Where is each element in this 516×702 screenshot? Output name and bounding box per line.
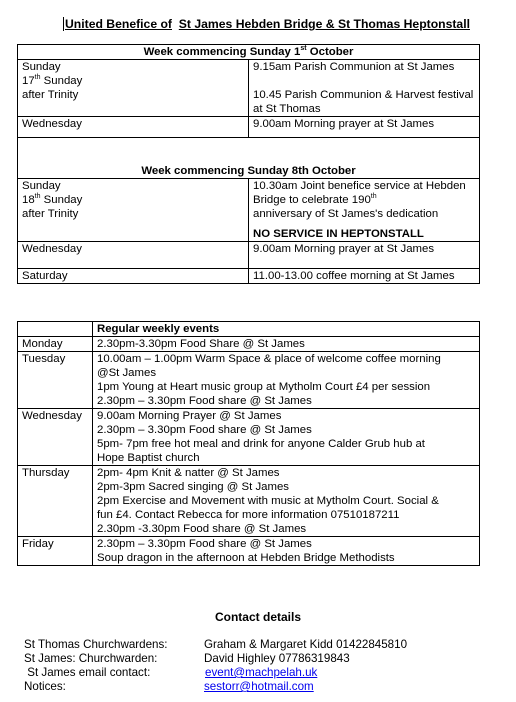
day-cell: Friday: [18, 537, 93, 566]
day-cell: Thursday: [18, 466, 93, 537]
contact-label: St James: Churchwarden:: [24, 652, 158, 665]
page-title: [63, 16, 483, 32]
contact-label: St James email contact:: [24, 666, 151, 679]
table-row: [18, 179, 480, 242]
week1-heading-row: [18, 45, 480, 60]
table-row: [18, 537, 480, 566]
contact-heading: Contact details: [214, 610, 301, 624]
day-cell: Sunday 18th Sunday after Trinity: [18, 179, 249, 242]
table-row: [18, 242, 480, 269]
day-cell: Tuesday: [18, 352, 93, 409]
title-part1: United Benefice of: [65, 17, 172, 31]
event-cell: 10.30am Joint benefice service at Hebden Bridge to celebrate 190th anniversary of St James's dedication NO SERVICE IN HEPTONSTALL: [249, 179, 480, 242]
contact-row: [24, 637, 494, 652]
table-row: [18, 60, 480, 117]
contact-value: David Highley 07786319843: [204, 652, 350, 665]
email-link[interactable]: event@machpelah.uk: [205, 666, 318, 679]
day-cell: Wednesday: [18, 409, 93, 466]
no-service-notice: NO SERVICE IN HEPTONSTALL: [253, 228, 424, 240]
event-cell: 9.00am Morning prayer at St James: [249, 117, 480, 138]
table-row: [18, 117, 480, 138]
day-cell: Monday: [18, 337, 93, 352]
contact-label: St Thomas Churchwardens:: [24, 638, 168, 651]
day-cell: Sunday 17th Sunday after Trinity: [18, 60, 249, 117]
event-cell: 2.30pm – 3.30pm Food share @ St James Soup dragon in the afternoon at Hebden Bridge Methodists: [93, 537, 480, 566]
week1-heading: Week commencing Sunday 1st October: [18, 45, 480, 60]
day-cell: Wednesday: [18, 242, 249, 269]
event-cell: 10.00am – 1.00pm Warm Space & place of welcome coffee morning @St James 1pm Young at Heart music group at Mytholm Court £4 per session 2.30pm – 3.30pm Food share @ St James: [93, 352, 480, 409]
title-part2: St James Hebden Bridge & St Thomas Heptonstall: [178, 17, 470, 31]
week2-heading-row: [18, 138, 480, 179]
table-row: [18, 269, 480, 284]
contact-label: Notices:: [24, 680, 66, 693]
regular-heading-row: [18, 322, 480, 337]
event-cell: 9.15am Parish Communion at St James 10.45 Parish Communion & Harvest festival at St Thomas: [249, 60, 480, 117]
table-row: [18, 466, 480, 537]
event-cell: 2pm- 4pm Knit & natter @ St James 2pm-3pm Sacred singing @ St James 2pm Exercise and Movement with music at Mytholm Court. Social & fun £4. Contact Rebecca for more information 07510187211 2.30pm -3.30pm Food share @ St James: [93, 466, 480, 537]
regular-events-table: [17, 321, 480, 566]
week2-heading: Week commencing Sunday 8th October: [18, 138, 480, 179]
services-table: [17, 44, 480, 284]
event-cell: 9.00am Morning prayer at St James: [249, 242, 480, 269]
contact-row: [24, 665, 494, 680]
contact-row: [24, 651, 494, 666]
table-row: [18, 352, 480, 409]
regular-heading: Regular weekly events: [93, 322, 480, 337]
event-cell: 2.30pm-3.30pm Food Share @ St James: [93, 337, 480, 352]
event-cell: 9.00am Morning Prayer @ St James 2.30pm – 3.30pm Food share @ St James 5pm- 7pm free hot meal and drink for anyone Calder Grub hub at Hope Baptist church: [93, 409, 480, 466]
day-cell: Wednesday: [18, 117, 249, 138]
empty-cell: [18, 322, 93, 337]
notices-email-link[interactable]: sestorr@hotmail.com: [204, 680, 314, 693]
day-cell: Saturday: [18, 269, 249, 284]
contact-row: [24, 679, 494, 694]
event-cell: 11.00-13.00 coffee morning at St James: [249, 269, 480, 284]
table-row: [18, 409, 480, 466]
table-row: [18, 337, 480, 352]
contact-value: Graham & Margaret Kidd 01422845810: [204, 638, 408, 651]
cursor-mark: [63, 17, 64, 31]
